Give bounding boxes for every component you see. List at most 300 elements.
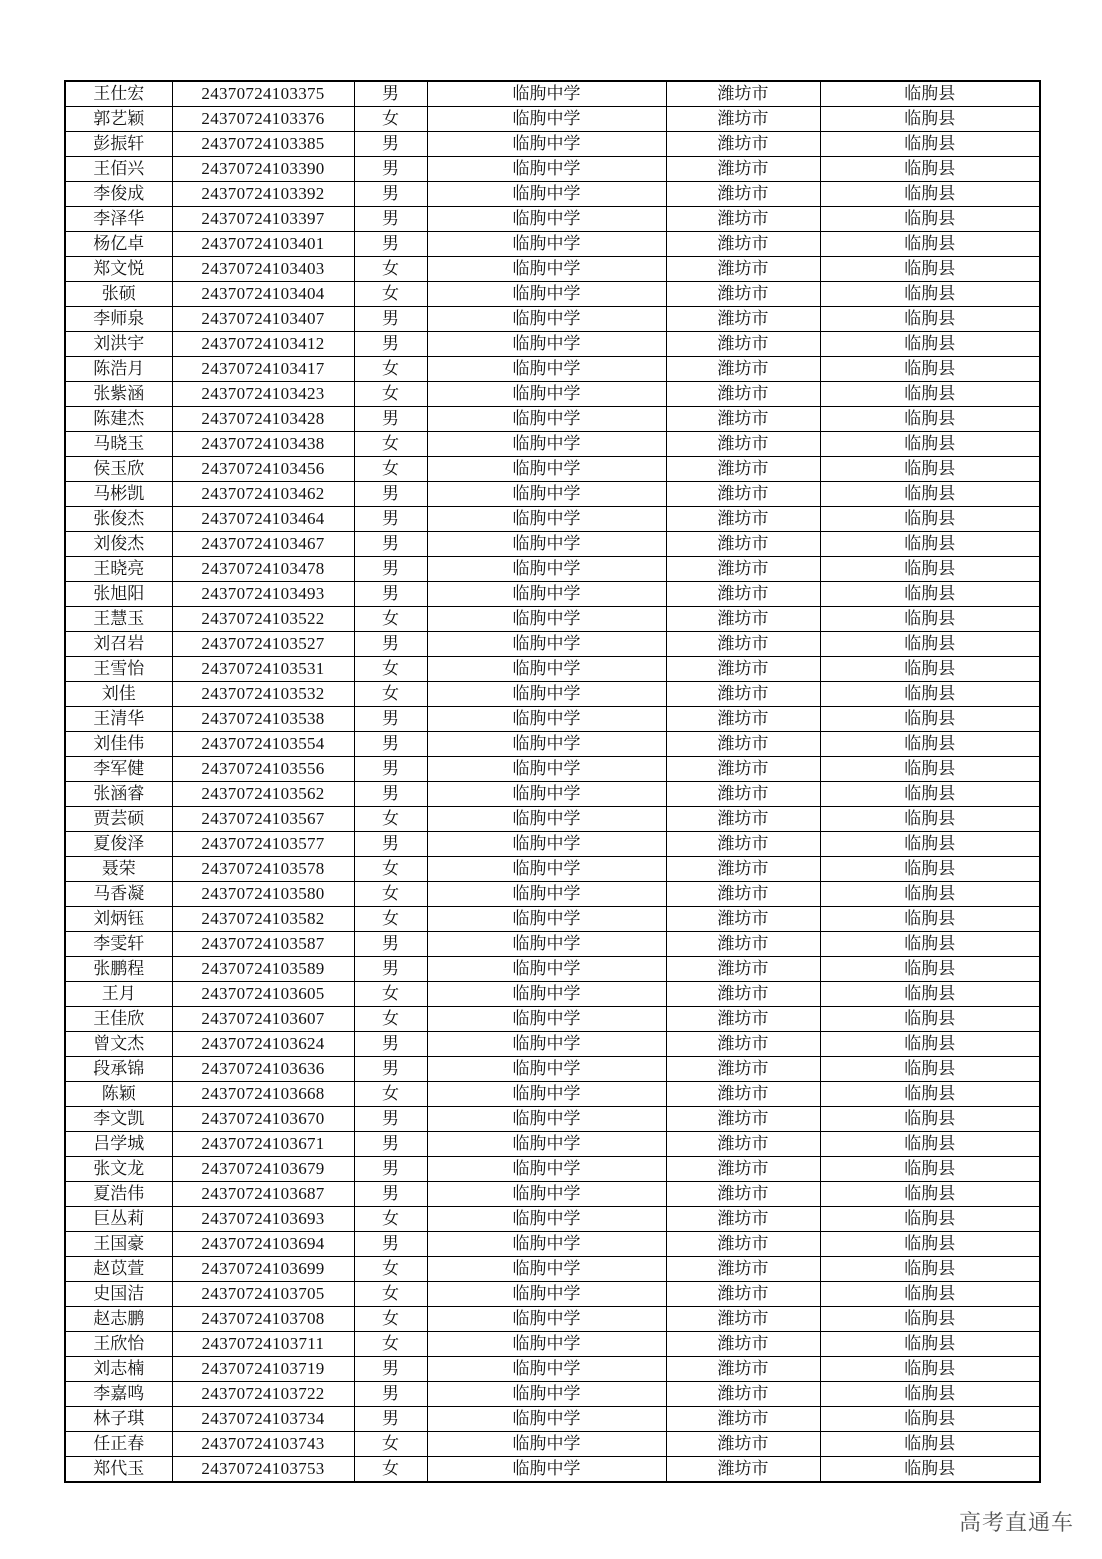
city-cell: 潍坊市 — [666, 1032, 820, 1057]
id-cell: 24370724103401 — [172, 232, 354, 257]
county-cell: 临朐县 — [820, 132, 1040, 157]
table-row — [65, 107, 1040, 132]
id-cell: 24370724103376 — [172, 107, 354, 132]
gender-cell: 男 — [354, 532, 427, 557]
id-cell: 24370724103687 — [172, 1182, 354, 1207]
county-cell: 临朐县 — [820, 532, 1040, 557]
county-cell: 临朐县 — [820, 632, 1040, 657]
gender-cell: 女 — [354, 1207, 427, 1232]
name-cell: 张硕 — [65, 282, 172, 307]
table-row — [65, 132, 1040, 157]
county-cell: 临朐县 — [820, 1057, 1040, 1082]
gender-cell: 女 — [354, 807, 427, 832]
gender-cell: 女 — [354, 1282, 427, 1307]
gender-cell: 男 — [354, 757, 427, 782]
school-cell: 临朐中学 — [427, 682, 666, 707]
city-cell: 潍坊市 — [666, 607, 820, 632]
school-cell: 临朐中学 — [427, 432, 666, 457]
name-cell: 张涵睿 — [65, 782, 172, 807]
table-row — [65, 1007, 1040, 1032]
gender-cell: 女 — [354, 457, 427, 482]
table-row — [65, 407, 1040, 432]
id-cell: 24370724103719 — [172, 1357, 354, 1382]
id-cell: 24370724103679 — [172, 1157, 354, 1182]
name-cell: 刘洪宇 — [65, 332, 172, 357]
table-row — [65, 957, 1040, 982]
gender-cell: 女 — [354, 682, 427, 707]
id-cell: 24370724103753 — [172, 1457, 354, 1483]
county-cell: 临朐县 — [820, 1182, 1040, 1207]
gender-cell: 男 — [354, 157, 427, 182]
county-cell: 临朐县 — [820, 882, 1040, 907]
table-row — [65, 157, 1040, 182]
school-cell: 临朐中学 — [427, 157, 666, 182]
id-cell: 24370724103527 — [172, 632, 354, 657]
gender-cell: 男 — [354, 1407, 427, 1432]
city-cell: 潍坊市 — [666, 582, 820, 607]
watermark-text: 高考直通车 — [958, 1511, 1074, 1536]
county-cell: 临朐县 — [820, 757, 1040, 782]
table-row — [65, 532, 1040, 557]
table-row — [65, 1457, 1040, 1483]
name-cell: 马彬凯 — [65, 482, 172, 507]
school-cell: 临朐中学 — [427, 782, 666, 807]
table-row — [65, 982, 1040, 1007]
gender-cell: 男 — [354, 557, 427, 582]
table-row — [65, 857, 1040, 882]
id-cell: 24370724103407 — [172, 307, 354, 332]
school-cell: 临朐中学 — [427, 132, 666, 157]
county-cell: 临朐县 — [820, 582, 1040, 607]
table-row — [65, 882, 1040, 907]
id-cell: 24370724103438 — [172, 432, 354, 457]
id-cell: 24370724103423 — [172, 382, 354, 407]
id-cell: 24370724103734 — [172, 1407, 354, 1432]
id-cell: 24370724103562 — [172, 782, 354, 807]
table-row — [65, 1207, 1040, 1232]
school-cell: 临朐中学 — [427, 307, 666, 332]
city-cell: 潍坊市 — [666, 332, 820, 357]
gender-cell: 男 — [354, 1032, 427, 1057]
gender-cell: 女 — [354, 1307, 427, 1332]
county-cell: 临朐县 — [820, 557, 1040, 582]
city-cell: 潍坊市 — [666, 1157, 820, 1182]
gender-cell: 男 — [354, 407, 427, 432]
name-cell: 杨亿卓 — [65, 232, 172, 257]
school-cell: 临朐中学 — [427, 907, 666, 932]
id-cell: 24370724103478 — [172, 557, 354, 582]
table-row — [65, 507, 1040, 532]
school-cell: 临朐中学 — [427, 1032, 666, 1057]
school-cell: 临朐中学 — [427, 1382, 666, 1407]
id-cell: 24370724103532 — [172, 682, 354, 707]
name-cell: 陈建杰 — [65, 407, 172, 432]
gender-cell: 女 — [354, 907, 427, 932]
school-cell: 临朐中学 — [427, 982, 666, 1007]
county-cell: 临朐县 — [820, 382, 1040, 407]
table-row — [65, 1032, 1040, 1057]
city-cell: 潍坊市 — [666, 482, 820, 507]
table-row — [65, 1257, 1040, 1282]
county-cell: 临朐县 — [820, 407, 1040, 432]
table-row — [65, 632, 1040, 657]
city-cell: 潍坊市 — [666, 1332, 820, 1357]
table-row — [65, 457, 1040, 482]
name-cell: 刘炳钰 — [65, 907, 172, 932]
county-cell: 临朐县 — [820, 1132, 1040, 1157]
school-cell: 临朐中学 — [427, 1057, 666, 1082]
school-cell: 临朐中学 — [427, 1307, 666, 1332]
county-cell: 临朐县 — [820, 1432, 1040, 1457]
city-cell: 潍坊市 — [666, 857, 820, 882]
gender-cell: 男 — [354, 332, 427, 357]
table-row — [65, 1182, 1040, 1207]
school-cell: 临朐中学 — [427, 1432, 666, 1457]
name-cell: 任正春 — [65, 1432, 172, 1457]
school-cell: 临朐中学 — [427, 582, 666, 607]
county-cell: 临朐县 — [820, 1232, 1040, 1257]
table-row — [65, 81, 1040, 107]
name-cell: 史国洁 — [65, 1282, 172, 1307]
table-row — [65, 357, 1040, 382]
city-cell: 潍坊市 — [666, 532, 820, 557]
name-cell: 李雯轩 — [65, 932, 172, 957]
city-cell: 潍坊市 — [666, 832, 820, 857]
city-cell: 潍坊市 — [666, 1282, 820, 1307]
school-cell: 临朐中学 — [427, 232, 666, 257]
id-cell: 24370724103607 — [172, 1007, 354, 1032]
county-cell: 临朐县 — [820, 1357, 1040, 1382]
gender-cell: 男 — [354, 1107, 427, 1132]
name-cell: 郭艺颖 — [65, 107, 172, 132]
table-row — [65, 757, 1040, 782]
gender-cell: 男 — [354, 1057, 427, 1082]
gender-cell: 女 — [354, 382, 427, 407]
student-list-table — [64, 80, 1041, 1483]
county-cell: 临朐县 — [820, 1032, 1040, 1057]
county-cell: 临朐县 — [820, 1307, 1040, 1332]
gender-cell: 女 — [354, 1457, 427, 1483]
county-cell: 临朐县 — [820, 907, 1040, 932]
name-cell: 赵苡萱 — [65, 1257, 172, 1282]
gender-cell: 男 — [354, 782, 427, 807]
city-cell: 潍坊市 — [666, 782, 820, 807]
name-cell: 林子琪 — [65, 1407, 172, 1432]
city-cell: 潍坊市 — [666, 81, 820, 107]
city-cell: 潍坊市 — [666, 107, 820, 132]
gender-cell: 女 — [354, 1007, 427, 1032]
city-cell: 潍坊市 — [666, 682, 820, 707]
gender-cell: 男 — [354, 707, 427, 732]
table-row — [65, 1432, 1040, 1457]
name-cell: 刘俊杰 — [65, 532, 172, 557]
city-cell: 潍坊市 — [666, 957, 820, 982]
table-row — [65, 1307, 1040, 1332]
gender-cell: 男 — [354, 1232, 427, 1257]
table-row — [65, 1382, 1040, 1407]
id-cell: 24370724103605 — [172, 982, 354, 1007]
name-cell: 侯玉欣 — [65, 457, 172, 482]
school-cell: 临朐中学 — [427, 1107, 666, 1132]
county-cell: 临朐县 — [820, 257, 1040, 282]
name-cell: 王佰兴 — [65, 157, 172, 182]
county-cell: 临朐县 — [820, 1257, 1040, 1282]
id-cell: 24370724103580 — [172, 882, 354, 907]
city-cell: 潍坊市 — [666, 357, 820, 382]
school-cell: 临朐中学 — [427, 1007, 666, 1032]
county-cell: 临朐县 — [820, 282, 1040, 307]
county-cell: 临朐县 — [820, 607, 1040, 632]
gender-cell: 男 — [354, 957, 427, 982]
gender-cell: 女 — [354, 1432, 427, 1457]
id-cell: 24370724103582 — [172, 907, 354, 932]
school-cell: 临朐中学 — [427, 1182, 666, 1207]
id-cell: 24370724103578 — [172, 857, 354, 882]
city-cell: 潍坊市 — [666, 282, 820, 307]
table-row — [65, 1332, 1040, 1357]
id-cell: 24370724103397 — [172, 207, 354, 232]
id-cell: 24370724103577 — [172, 832, 354, 857]
city-cell: 潍坊市 — [666, 257, 820, 282]
school-cell: 临朐中学 — [427, 857, 666, 882]
city-cell: 潍坊市 — [666, 882, 820, 907]
id-cell: 24370724103412 — [172, 332, 354, 357]
name-cell: 刘志楠 — [65, 1357, 172, 1382]
gender-cell: 女 — [354, 107, 427, 132]
table-row — [65, 1232, 1040, 1257]
gender-cell: 男 — [354, 832, 427, 857]
table-row — [65, 932, 1040, 957]
gender-cell: 男 — [354, 307, 427, 332]
id-cell: 24370724103670 — [172, 1107, 354, 1132]
id-cell: 24370724103567 — [172, 807, 354, 832]
school-cell: 临朐中学 — [427, 957, 666, 982]
city-cell: 潍坊市 — [666, 1457, 820, 1483]
table-row — [65, 1057, 1040, 1082]
county-cell: 临朐县 — [820, 1407, 1040, 1432]
id-cell: 24370724103493 — [172, 582, 354, 607]
school-cell: 临朐中学 — [427, 757, 666, 782]
id-cell: 24370724103589 — [172, 957, 354, 982]
county-cell: 临朐县 — [820, 1457, 1040, 1483]
table-row — [65, 607, 1040, 632]
table-row — [65, 1407, 1040, 1432]
gender-cell: 男 — [354, 132, 427, 157]
id-cell: 24370724103668 — [172, 1082, 354, 1107]
county-cell: 临朐县 — [820, 507, 1040, 532]
school-cell: 临朐中学 — [427, 207, 666, 232]
gender-cell: 男 — [354, 732, 427, 757]
city-cell: 潍坊市 — [666, 132, 820, 157]
name-cell: 曾文杰 — [65, 1032, 172, 1057]
name-cell: 李文凯 — [65, 1107, 172, 1132]
gender-cell: 男 — [354, 1382, 427, 1407]
county-cell: 临朐县 — [820, 707, 1040, 732]
school-cell: 临朐中学 — [427, 932, 666, 957]
student-list-body — [65, 81, 1040, 1482]
county-cell: 临朐县 — [820, 307, 1040, 332]
city-cell: 潍坊市 — [666, 707, 820, 732]
gender-cell: 男 — [354, 232, 427, 257]
name-cell: 巨丛莉 — [65, 1207, 172, 1232]
name-cell: 吕学城 — [65, 1132, 172, 1157]
city-cell: 潍坊市 — [666, 982, 820, 1007]
county-cell: 临朐县 — [820, 1332, 1040, 1357]
id-cell: 24370724103375 — [172, 81, 354, 107]
county-cell: 临朐县 — [820, 832, 1040, 857]
gender-cell: 男 — [354, 507, 427, 532]
school-cell: 临朐中学 — [427, 1132, 666, 1157]
city-cell: 潍坊市 — [666, 157, 820, 182]
school-cell: 临朐中学 — [427, 607, 666, 632]
school-cell: 临朐中学 — [427, 482, 666, 507]
county-cell: 临朐县 — [820, 81, 1040, 107]
gender-cell: 女 — [354, 357, 427, 382]
school-cell: 临朐中学 — [427, 507, 666, 532]
name-cell: 王佳欣 — [65, 1007, 172, 1032]
school-cell: 临朐中学 — [427, 457, 666, 482]
county-cell: 临朐县 — [820, 782, 1040, 807]
school-cell: 临朐中学 — [427, 807, 666, 832]
city-cell: 潍坊市 — [666, 1357, 820, 1382]
table-row — [65, 307, 1040, 332]
gender-cell: 女 — [354, 1332, 427, 1357]
name-cell: 刘佳 — [65, 682, 172, 707]
gender-cell: 男 — [354, 582, 427, 607]
name-cell: 马香凝 — [65, 882, 172, 907]
school-cell: 临朐中学 — [427, 107, 666, 132]
table-row — [65, 382, 1040, 407]
id-cell: 24370724103554 — [172, 732, 354, 757]
county-cell: 临朐县 — [820, 982, 1040, 1007]
name-cell: 李军健 — [65, 757, 172, 782]
county-cell: 临朐县 — [820, 1157, 1040, 1182]
name-cell: 李师泉 — [65, 307, 172, 332]
school-cell: 临朐中学 — [427, 81, 666, 107]
city-cell: 潍坊市 — [666, 1182, 820, 1207]
city-cell: 潍坊市 — [666, 1082, 820, 1107]
name-cell: 张旭阳 — [65, 582, 172, 607]
city-cell: 潍坊市 — [666, 307, 820, 332]
id-cell: 24370724103403 — [172, 257, 354, 282]
county-cell: 临朐县 — [820, 207, 1040, 232]
table-row — [65, 1157, 1040, 1182]
table-row — [65, 732, 1040, 757]
county-cell: 临朐县 — [820, 1082, 1040, 1107]
table-row — [65, 907, 1040, 932]
table-row — [65, 257, 1040, 282]
table-row — [65, 1107, 1040, 1132]
name-cell: 李俊成 — [65, 182, 172, 207]
gender-cell: 女 — [354, 282, 427, 307]
id-cell: 24370724103456 — [172, 457, 354, 482]
city-cell: 潍坊市 — [666, 932, 820, 957]
city-cell: 潍坊市 — [666, 557, 820, 582]
city-cell: 潍坊市 — [666, 1407, 820, 1432]
name-cell: 王国豪 — [65, 1232, 172, 1257]
city-cell: 潍坊市 — [666, 432, 820, 457]
school-cell: 临朐中学 — [427, 257, 666, 282]
name-cell: 夏浩伟 — [65, 1182, 172, 1207]
name-cell: 李嘉鸣 — [65, 1382, 172, 1407]
school-cell: 临朐中学 — [427, 557, 666, 582]
gender-cell: 女 — [354, 432, 427, 457]
city-cell: 潍坊市 — [666, 232, 820, 257]
county-cell: 临朐县 — [820, 732, 1040, 757]
id-cell: 24370724103743 — [172, 1432, 354, 1457]
city-cell: 潍坊市 — [666, 1307, 820, 1332]
school-cell: 临朐中学 — [427, 632, 666, 657]
id-cell: 24370724103699 — [172, 1257, 354, 1282]
id-cell: 24370724103624 — [172, 1032, 354, 1057]
id-cell: 24370724103385 — [172, 132, 354, 157]
city-cell: 潍坊市 — [666, 657, 820, 682]
gender-cell: 女 — [354, 1257, 427, 1282]
id-cell: 24370724103671 — [172, 1132, 354, 1157]
city-cell: 潍坊市 — [666, 1382, 820, 1407]
table-row — [65, 482, 1040, 507]
school-cell: 临朐中学 — [427, 832, 666, 857]
table-row — [65, 1082, 1040, 1107]
city-cell: 潍坊市 — [666, 807, 820, 832]
city-cell: 潍坊市 — [666, 1232, 820, 1257]
school-cell: 临朐中学 — [427, 532, 666, 557]
name-cell: 张紫涵 — [65, 382, 172, 407]
table-row — [65, 1132, 1040, 1157]
county-cell: 临朐县 — [820, 1107, 1040, 1132]
county-cell: 临朐县 — [820, 857, 1040, 882]
name-cell: 贾芸硕 — [65, 807, 172, 832]
school-cell: 临朐中学 — [427, 382, 666, 407]
school-cell: 临朐中学 — [427, 1082, 666, 1107]
table-row — [65, 232, 1040, 257]
id-cell: 24370724103711 — [172, 1332, 354, 1357]
school-cell: 临朐中学 — [427, 1232, 666, 1257]
table-row — [65, 282, 1040, 307]
county-cell: 临朐县 — [820, 1282, 1040, 1307]
name-cell: 陈颖 — [65, 1082, 172, 1107]
id-cell: 24370724103467 — [172, 532, 354, 557]
school-cell: 临朐中学 — [427, 1357, 666, 1382]
table-row — [65, 557, 1040, 582]
id-cell: 24370724103522 — [172, 607, 354, 632]
table-row — [65, 332, 1040, 357]
city-cell: 潍坊市 — [666, 182, 820, 207]
city-cell: 潍坊市 — [666, 1057, 820, 1082]
school-cell: 临朐中学 — [427, 1457, 666, 1483]
table-row — [65, 782, 1040, 807]
name-cell: 郑代玉 — [65, 1457, 172, 1483]
id-cell: 24370724103538 — [172, 707, 354, 732]
county-cell: 临朐县 — [820, 157, 1040, 182]
id-cell: 24370724103462 — [172, 482, 354, 507]
county-cell: 临朐县 — [820, 1007, 1040, 1032]
id-cell: 24370724103464 — [172, 507, 354, 532]
city-cell: 潍坊市 — [666, 732, 820, 757]
county-cell: 临朐县 — [820, 1382, 1040, 1407]
county-cell: 临朐县 — [820, 182, 1040, 207]
id-cell: 24370724103693 — [172, 1207, 354, 1232]
school-cell: 临朐中学 — [427, 707, 666, 732]
school-cell: 临朐中学 — [427, 1332, 666, 1357]
county-cell: 临朐县 — [820, 107, 1040, 132]
id-cell: 24370724103636 — [172, 1057, 354, 1082]
name-cell: 王仕宏 — [65, 81, 172, 107]
city-cell: 潍坊市 — [666, 1132, 820, 1157]
school-cell: 临朐中学 — [427, 332, 666, 357]
school-cell: 临朐中学 — [427, 1157, 666, 1182]
gender-cell: 男 — [354, 482, 427, 507]
